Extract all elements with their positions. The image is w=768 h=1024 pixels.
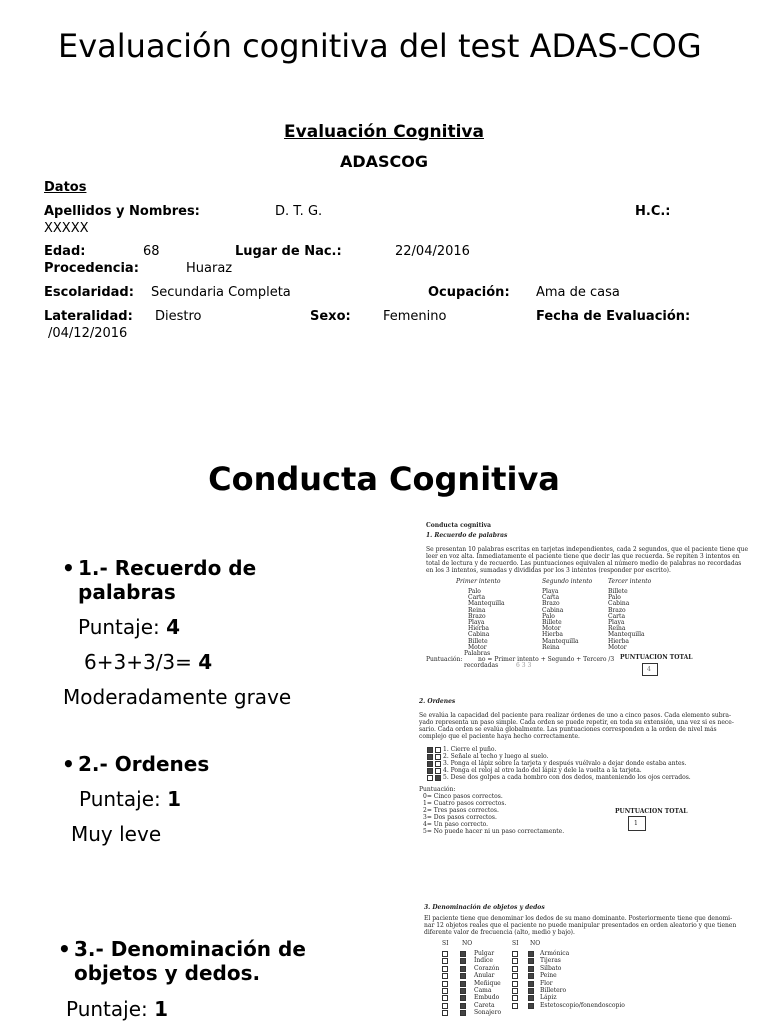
scan-total-label: PUNTUACION TOTAL	[615, 808, 688, 815]
item1-calc	[84, 650, 212, 674]
scan-order-item: 4. Ponga el reloj al otro lado del lápiz y dele la vuelta a la tarjeta.	[443, 767, 642, 774]
scan-order-item: 3. Ponga el lápiz sobre la tarjeta y después vuélvalo a dejar donde estaba antes.	[443, 760, 687, 767]
scan-word: Playa	[468, 619, 485, 626]
fecha-value: /04/12/2016	[48, 326, 128, 341]
scan-checkbox	[427, 761, 433, 767]
item3-puntaje	[66, 997, 168, 1021]
scan-object-item: Tijeras	[540, 957, 561, 965]
scan-total-label: PUNTUACION TOTAL	[620, 654, 693, 661]
scan-checkbox	[442, 966, 448, 972]
scan-word: Mantequilla	[542, 637, 579, 645]
puntaje-value: 1	[167, 787, 182, 811]
scan-order-item: 5. Dese dos golpes a cada hombro con dos dedos, manteniendo los ojos cerrados.	[443, 774, 691, 781]
scan-checkbox	[460, 981, 466, 987]
scan-para-line: diferente valor de frecuencia (alto, medio y bajo).	[424, 929, 575, 936]
lateralidad-label: Lateralidad:	[44, 309, 133, 324]
puntaje-label: Puntaje:	[79, 787, 168, 811]
hc-value: XXXXX	[44, 221, 89, 236]
scan-word: Hierba	[608, 637, 629, 645]
scan-checkbox	[435, 761, 441, 767]
scan-checkbox	[528, 966, 534, 972]
item2-heading: 2.- Ordenes	[78, 752, 210, 776]
scan-checkbox	[528, 995, 534, 1001]
sexo-label: Sexo:	[310, 309, 351, 324]
scan-checkbox	[442, 1010, 448, 1016]
scan-puntuacion: Puntuación:	[426, 656, 463, 663]
section-title: Conducta Cognitiva	[208, 460, 560, 498]
scan-subheader: 2. Ordenes	[419, 698, 456, 705]
scan-object-item: Pulgar	[474, 950, 495, 957]
calc-label: 6+3+3/3=	[84, 650, 199, 674]
scan-si: SI	[442, 940, 449, 947]
scan-checkbox	[512, 973, 518, 979]
slide-title: Evaluación cognitiva del test ADAS-COG	[58, 27, 702, 65]
scan-word: Brazo	[608, 606, 626, 614]
scan-checkbox	[460, 966, 466, 972]
scan-checkbox	[528, 973, 534, 979]
scan-checkbox	[435, 747, 441, 753]
scan-checkbox	[442, 988, 448, 994]
item1-severity: Moderadamente grave	[63, 685, 292, 709]
puntaje-label: Puntaje:	[78, 615, 167, 639]
scan-word: Palo	[542, 612, 555, 620]
doc-subheading: ADASCOG	[339, 152, 429, 171]
scan-word: Billete	[468, 637, 488, 645]
scan-checkbox	[528, 988, 534, 994]
scan-checkbox	[528, 951, 534, 957]
sexo-value: Femenino	[383, 309, 447, 324]
calc-value: 4	[198, 650, 213, 674]
scan-order-item: 2. Señale al techo y luego al suelo.	[443, 753, 549, 760]
procedencia-value: Huaraz	[186, 261, 233, 276]
scan-word: Mantequilla	[608, 631, 645, 639]
scan-checkbox	[442, 981, 448, 987]
scan-no: NO	[530, 940, 541, 947]
scan-para-line: Se presentan 10 palabras escritas en tarjetas independientes, cada 2 segundos, que el paciente tiene que	[426, 546, 749, 553]
scan-word: Playa	[608, 619, 625, 626]
scan-object-item: Meñique	[474, 979, 501, 987]
scan-para-line: complejo que el paciente haya hecho correctamente.	[419, 733, 580, 740]
lugar-value: 22/04/2016	[395, 244, 470, 259]
bullet-marker: •	[58, 937, 71, 961]
apellidos-label: Apellidos y Nombres:	[44, 204, 200, 219]
scan-para-line: en los 3 intentos, sumadas y divididas por los 3 intentos (responder por escrito).	[426, 567, 671, 574]
scan-checkbox	[460, 995, 466, 1001]
scan-score-item: 4= Un paso correcto.	[423, 821, 489, 828]
scan-para-line: nar 12 objetos reales que el paciente no puede manipular presentados en orden aleatorio y que tienen	[424, 922, 737, 929]
scan-checkbox	[427, 754, 433, 760]
bullet-marker: •	[62, 752, 75, 776]
fecha-label: Fecha de Evaluación:	[536, 309, 691, 324]
scan-para-line: yado representa un paso simple. Cada orden se puede repetir, en toda su extensión, una vez si es nece-	[419, 719, 734, 726]
scan-order-item: 1. Cierre el puño.	[443, 746, 497, 753]
puntaje-value: 1	[154, 997, 169, 1021]
scan-object-item: Billetero	[540, 987, 567, 994]
scan-word: Reina	[468, 606, 486, 614]
scan-total-value: 1	[634, 820, 638, 827]
scan-checkbox	[427, 768, 433, 774]
scan-word: Motor	[608, 643, 627, 651]
doc-heading: Evaluación Cognitiva	[284, 122, 484, 142]
scan-checkbox	[460, 988, 466, 994]
scan-checkbox	[460, 958, 466, 964]
scan-object-item: Sonajero	[474, 1009, 502, 1017]
scan-total-box	[628, 816, 646, 831]
lugar-label: Lugar de Nac.:	[235, 244, 342, 259]
scan-object-item: Estetoscopio/fonendoscopio	[540, 1001, 625, 1009]
scan-word: Playa	[542, 588, 559, 595]
scan-checkbox	[512, 951, 518, 957]
scan-subheader: 1. Recuerdo de palabras	[426, 532, 508, 539]
scan-word: Motor	[468, 643, 487, 651]
scan-word: Mantequilla	[468, 600, 505, 608]
scan-word: Billete	[542, 619, 562, 626]
lateralidad-value: Diestro	[155, 309, 202, 324]
scan-score-item: 5= No puede hacer ni un paso correctamente.	[423, 828, 565, 835]
scan-checkbox	[442, 951, 448, 957]
scan-word: Reina	[542, 643, 560, 651]
scan-denominacion	[418, 900, 737, 1024]
item3-heading-line1: 3.- Denominación de	[74, 937, 306, 961]
item2-puntaje	[79, 787, 181, 811]
scan-word: Brazo	[468, 612, 486, 620]
scan-word: Carta	[608, 612, 626, 620]
apellidos-value: D. T. G.	[275, 204, 323, 219]
scan-word: Carta	[542, 594, 560, 602]
scan-object-item: Silbato	[540, 964, 562, 972]
ocupacion-label: Ocupación:	[428, 285, 510, 300]
scan-para-line: total de lectura y de recuerdo. Las puntuaciones equivalen al número medio de palabras no recordadas	[426, 560, 742, 567]
scan-score-item: 3= Dos pasos correctos.	[423, 814, 497, 821]
scan-object-item: Índice	[474, 957, 493, 965]
scan-nums: 6 3 3	[516, 662, 532, 669]
scan-ordenes	[415, 694, 734, 842]
hc-label: H.C.:	[635, 204, 671, 219]
item1-puntaje	[78, 615, 180, 639]
scan-checkbox	[512, 981, 518, 987]
scan-checkbox	[512, 966, 518, 972]
scan-formula: Palabras	[464, 650, 491, 657]
scan-object-item: Embudo	[474, 994, 500, 1002]
scan-object-item: Corazón	[474, 964, 500, 972]
scan-checkbox	[427, 775, 433, 781]
scan-no: NO	[462, 940, 473, 947]
escolaridad-value: Secundaria Completa	[151, 285, 291, 300]
scan-subheader: 3. Denominación de objetos y dedos	[424, 904, 545, 911]
scan-word: Motor	[542, 625, 561, 633]
scan-para-line: sario. Cada orden se evalúa globalmente. Las puntuaciones corresponden a la orden de nivel más	[419, 726, 717, 733]
scan-word: Hierba	[542, 631, 563, 639]
scan-object-item: Peine	[540, 972, 557, 980]
scan-checkbox	[528, 1003, 534, 1009]
scan-recuerdo-palabras	[420, 518, 749, 676]
bullet-marker: •	[62, 556, 75, 580]
scan-word: Cabina	[542, 606, 564, 614]
scan-checkbox	[442, 1003, 448, 1009]
scan-checkbox	[435, 775, 441, 781]
scan-para-line: El paciente tiene que denominar los dedos de su mano dominante. Posteriormente tiene que denomi-	[424, 915, 733, 922]
scan-score-item: 1= Cuatro pasos correctos.	[423, 800, 507, 807]
edad-label: Edad:	[44, 244, 86, 259]
item3-heading-line2: objetos y dedos.	[74, 961, 261, 985]
scan-word: Reina	[608, 625, 626, 633]
scan-col-head: Segundo intento	[542, 578, 593, 585]
scan-checkbox	[512, 988, 518, 994]
scan-col-head: Tercer intento	[608, 578, 652, 585]
scan-total-value: 4	[647, 666, 651, 673]
scan-object-item: Armónica	[540, 950, 570, 957]
puntaje-label: Puntaje:	[66, 997, 155, 1021]
scan-checkbox	[442, 973, 448, 979]
scan-para-line: leer en voz alta. Inmediatamente el paciente tiene que decir las que recuerda. Se repiten 3 intentos en	[426, 553, 740, 560]
scan-checkbox	[528, 958, 534, 964]
scan-word: Carta	[468, 594, 486, 602]
scan-formula: no = Primer intento + Segundo + Tercero /3	[478, 656, 615, 663]
scan-header: Conducta cognitiva	[426, 522, 492, 529]
ocupacion-value: Ama de casa	[536, 285, 620, 300]
scan-word: Palo	[608, 594, 621, 602]
procedencia-label: Procedencia:	[44, 261, 139, 276]
scan-checkbox	[435, 754, 441, 760]
scan-checkbox	[435, 768, 441, 774]
item2-severity: Muy leve	[71, 822, 162, 846]
scan-object-item: Careta	[474, 1001, 495, 1009]
scan-puntuacion: Puntuación:	[419, 786, 456, 793]
scan-checkbox	[460, 1010, 466, 1016]
scan-checkbox	[442, 958, 448, 964]
scan-checkbox	[460, 973, 466, 979]
scan-checkbox	[528, 981, 534, 987]
puntaje-value: 4	[166, 615, 181, 639]
scan-word: Billete	[608, 588, 628, 595]
scan-col-head: Primer intento	[456, 578, 501, 585]
scan-formula: recordadas	[464, 662, 499, 669]
scan-word: Palo	[468, 588, 481, 595]
escolaridad-label: Escolaridad:	[44, 285, 134, 300]
datos-label: Datos	[44, 180, 87, 195]
scan-total-box	[642, 663, 658, 676]
scan-object-item: Anular	[474, 972, 495, 980]
scan-checkbox	[512, 1003, 518, 1009]
scan-word: Cabina	[608, 600, 630, 608]
scan-score-item: 0= Cinco pasos correctos.	[423, 793, 503, 800]
scan-checkbox	[460, 1003, 466, 1009]
scan-checkbox	[512, 958, 518, 964]
scan-object-item: Flor	[540, 979, 553, 987]
item1-heading-line2: palabras	[78, 580, 176, 604]
scan-object-item: Lápiz	[540, 994, 557, 1002]
scan-checkbox	[512, 995, 518, 1001]
scan-score-item: 2= Tres pasos correctos.	[423, 807, 499, 814]
scan-checkbox	[460, 951, 466, 957]
scan-checkbox	[442, 995, 448, 1001]
scan-si: SI	[512, 940, 519, 947]
edad-value: 68	[143, 244, 160, 259]
item1-heading-line1: 1.- Recuerdo de	[78, 556, 257, 580]
scan-word: Hierba	[468, 625, 489, 633]
scan-word: Cabina	[468, 631, 490, 639]
scan-object-item: Cama	[474, 987, 492, 994]
scan-word: Brazo	[542, 600, 560, 608]
scan-checkbox	[427, 747, 433, 753]
scan-para-line: Se evalúa la capacidad del paciente para realizar órdenes de uno a cinco pasos. Cada elemento subra-	[419, 712, 732, 719]
